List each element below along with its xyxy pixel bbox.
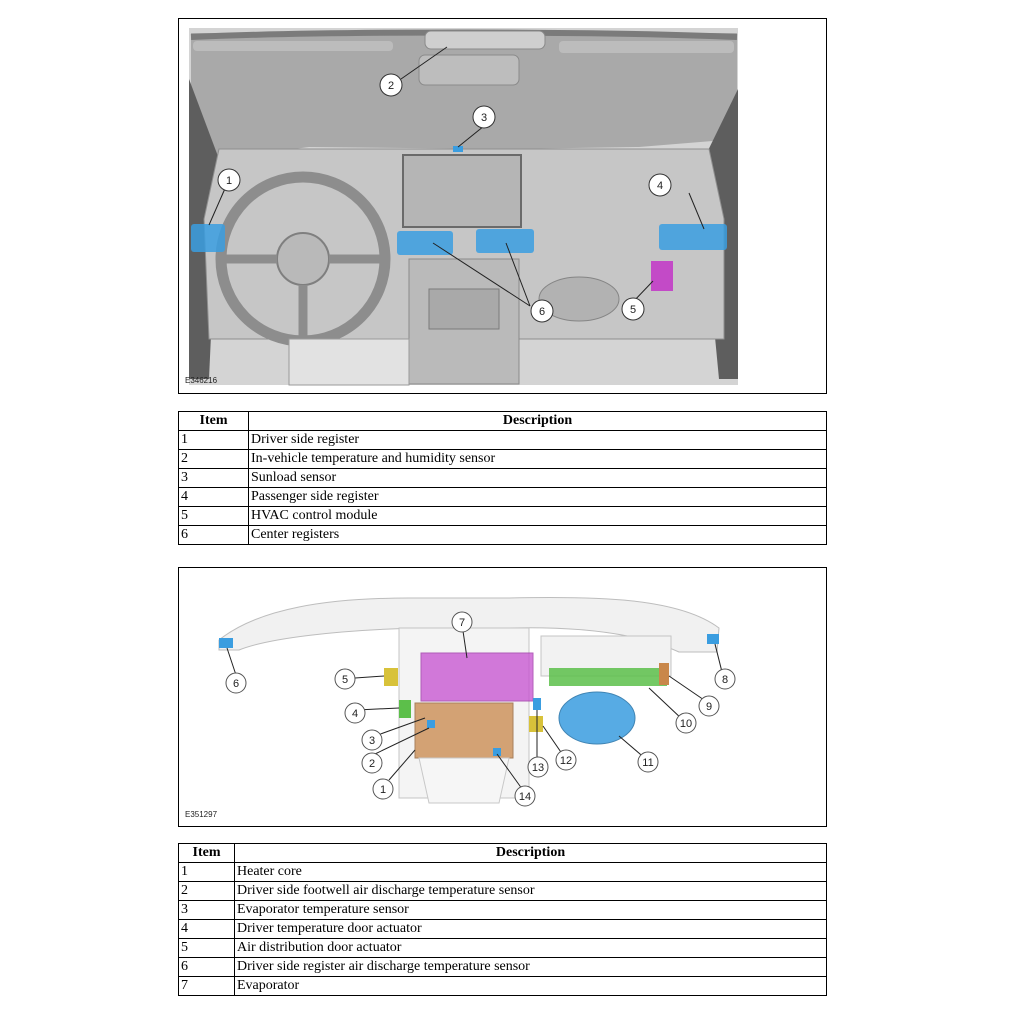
description-cell: Driver temperature door actuator	[235, 920, 827, 939]
blower-motor	[559, 692, 635, 744]
callout-6: 6	[538, 306, 546, 318]
item-cell: 6	[179, 958, 235, 977]
callout-5: 5	[341, 674, 349, 686]
figure-id: E346216	[185, 376, 218, 385]
description-cell: Driver side register	[249, 431, 827, 450]
table-row	[179, 882, 827, 901]
description-cell: In-vehicle temperature and humidity sensor	[249, 450, 827, 469]
evaporator-temp-sensor	[427, 720, 435, 728]
table-row	[179, 920, 827, 939]
figure-id: E351297	[185, 810, 218, 819]
callout-4: 4	[351, 708, 359, 720]
item-cell: 3	[179, 901, 235, 920]
dashboard-illustration	[179, 19, 825, 392]
table-row	[179, 526, 827, 545]
center-register-right	[476, 229, 534, 253]
callout-13: 13	[531, 762, 545, 774]
item-cell: 5	[179, 507, 249, 526]
center-register-left	[397, 231, 453, 255]
description-cell: HVAC control module	[249, 507, 827, 526]
evaporator	[421, 653, 533, 701]
hvac-control-module	[651, 261, 673, 291]
legend-table-1	[178, 411, 827, 545]
callout-10: 10	[679, 718, 693, 730]
description-cell: Evaporator temperature sensor	[235, 901, 827, 920]
callout-1: 1	[379, 784, 387, 796]
table-row	[179, 488, 827, 507]
hvac-assembly-illustration	[179, 568, 825, 825]
description-cell: Evaporator	[235, 977, 827, 996]
callout-14: 14	[518, 791, 532, 803]
callout-5: 5	[629, 304, 637, 316]
item-cell: 6	[179, 526, 249, 545]
item-cell: 3	[179, 469, 249, 488]
callout-8: 8	[721, 674, 729, 686]
item-cell: 4	[179, 488, 249, 507]
item-cell: 2	[179, 450, 249, 469]
figure-hvac-assembly	[178, 567, 827, 827]
callout-1: 1	[225, 175, 233, 187]
callout-4: 4	[656, 180, 664, 192]
callout-7: 7	[458, 617, 466, 629]
table-row	[179, 939, 827, 958]
column-header-item: Item	[179, 412, 249, 431]
description-cell: Center registers	[249, 526, 827, 545]
table-row	[179, 977, 827, 996]
passenger-register-sensor	[707, 634, 719, 644]
cabin-filter	[549, 668, 667, 686]
table-header-row	[179, 412, 827, 431]
table-header-row	[179, 844, 827, 863]
column-header-description: Description	[235, 844, 827, 863]
table-row	[179, 958, 827, 977]
callout-2: 2	[368, 758, 376, 770]
callout-12: 12	[559, 755, 573, 767]
table-row	[179, 469, 827, 488]
description-cell: Driver side footwell air discharge temperature sensor	[235, 882, 827, 901]
driver-side-register	[191, 224, 225, 252]
table-row	[179, 450, 827, 469]
description-cell: Passenger side register	[249, 488, 827, 507]
table-row	[179, 431, 827, 450]
table-row	[179, 507, 827, 526]
table-row	[179, 901, 827, 920]
item-cell: 7	[179, 977, 235, 996]
description-cell: Sunload sensor	[249, 469, 827, 488]
table-row	[179, 863, 827, 882]
driver-register-temp-sensor	[219, 638, 233, 648]
legend-table-2	[178, 843, 827, 996]
column-header-description: Description	[249, 412, 827, 431]
item-cell: 2	[179, 882, 235, 901]
passenger-side-register	[659, 224, 727, 250]
actuator-9	[659, 663, 669, 685]
description-cell: Driver side register air discharge temperature sensor	[235, 958, 827, 977]
sensor-13	[533, 698, 541, 710]
callout-2: 2	[387, 80, 395, 92]
air-distribution-door-actuator	[384, 668, 398, 686]
description-cell: Air distribution door actuator	[235, 939, 827, 958]
callout-6: 6	[232, 678, 240, 690]
callout-11: 11	[642, 757, 654, 769]
item-cell: 1	[179, 863, 235, 882]
driver-temperature-door-actuator	[399, 700, 411, 718]
item-cell: 4	[179, 920, 235, 939]
callout-9: 9	[705, 701, 713, 713]
column-header-item: Item	[179, 844, 235, 863]
actuator-12	[529, 716, 543, 732]
description-cell: Heater core	[235, 863, 827, 882]
item-cell: 1	[179, 431, 249, 450]
callout-3: 3	[368, 735, 376, 747]
item-cell: 5	[179, 939, 235, 958]
figure-dashboard	[178, 18, 827, 394]
callout-3: 3	[480, 112, 488, 124]
